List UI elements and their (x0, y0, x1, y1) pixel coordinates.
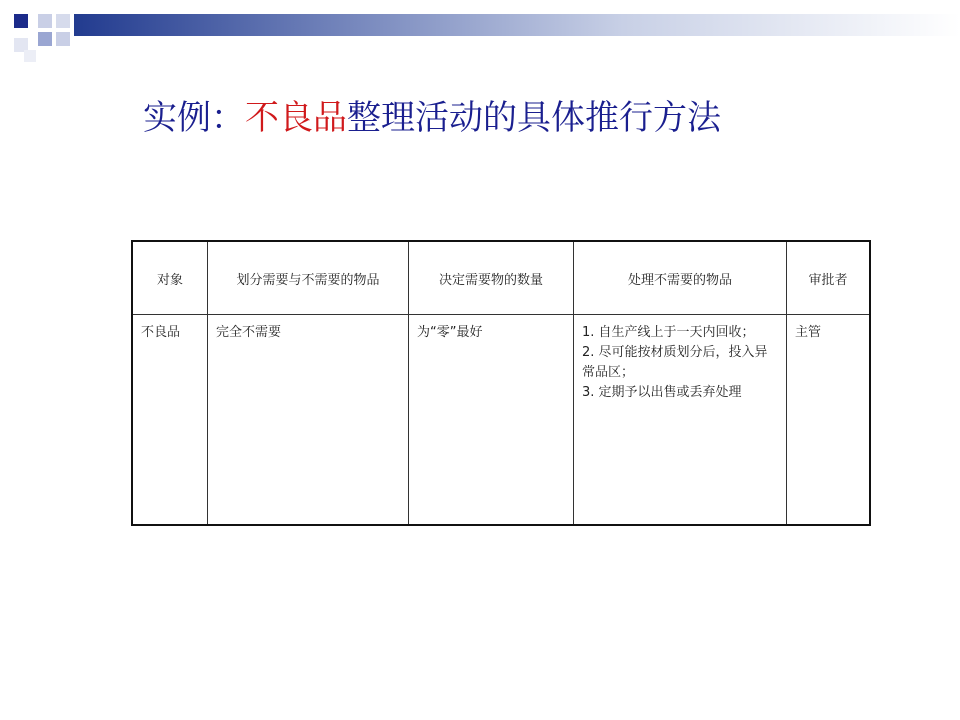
decor-square (38, 32, 52, 46)
title-suffix: 整理活动的具体推行方法 (347, 98, 721, 138)
slide-title (143, 94, 843, 142)
cell-quantity: 为“零”最好 (409, 315, 574, 526)
table-header-row (132, 241, 870, 315)
title-prefix: 实例： (143, 98, 245, 138)
header-classify: 划分需要与不需要的物品 (208, 241, 409, 315)
title-highlight: 不良品 (245, 98, 347, 138)
cell-object: 不良品 (132, 315, 208, 526)
decor-square (14, 14, 28, 28)
decor-square (24, 50, 36, 62)
header-handling: 处理不需要的物品 (574, 241, 787, 315)
header-gradient-bar (74, 14, 960, 36)
header-quantity: 决定需要物的数量 (409, 241, 574, 315)
table-row (132, 315, 870, 526)
handling-step: 1. 自生产线上于一天内回收； (582, 325, 755, 340)
handling-step: 3. 定期予以出售或丢弃处理 (582, 385, 742, 400)
header-object: 对象 (132, 241, 208, 315)
cell-classify: 完全不需要 (208, 315, 409, 526)
cell-approver: 主管 (787, 315, 871, 526)
decor-square (38, 14, 52, 28)
decor-square (56, 32, 70, 46)
handling-step: 2. 尽可能按材质划分后，投入异常品区； (582, 345, 768, 380)
decor-square (56, 14, 70, 28)
cell-handling (574, 315, 787, 526)
method-table (131, 240, 871, 526)
header-approver: 审批者 (787, 241, 871, 315)
